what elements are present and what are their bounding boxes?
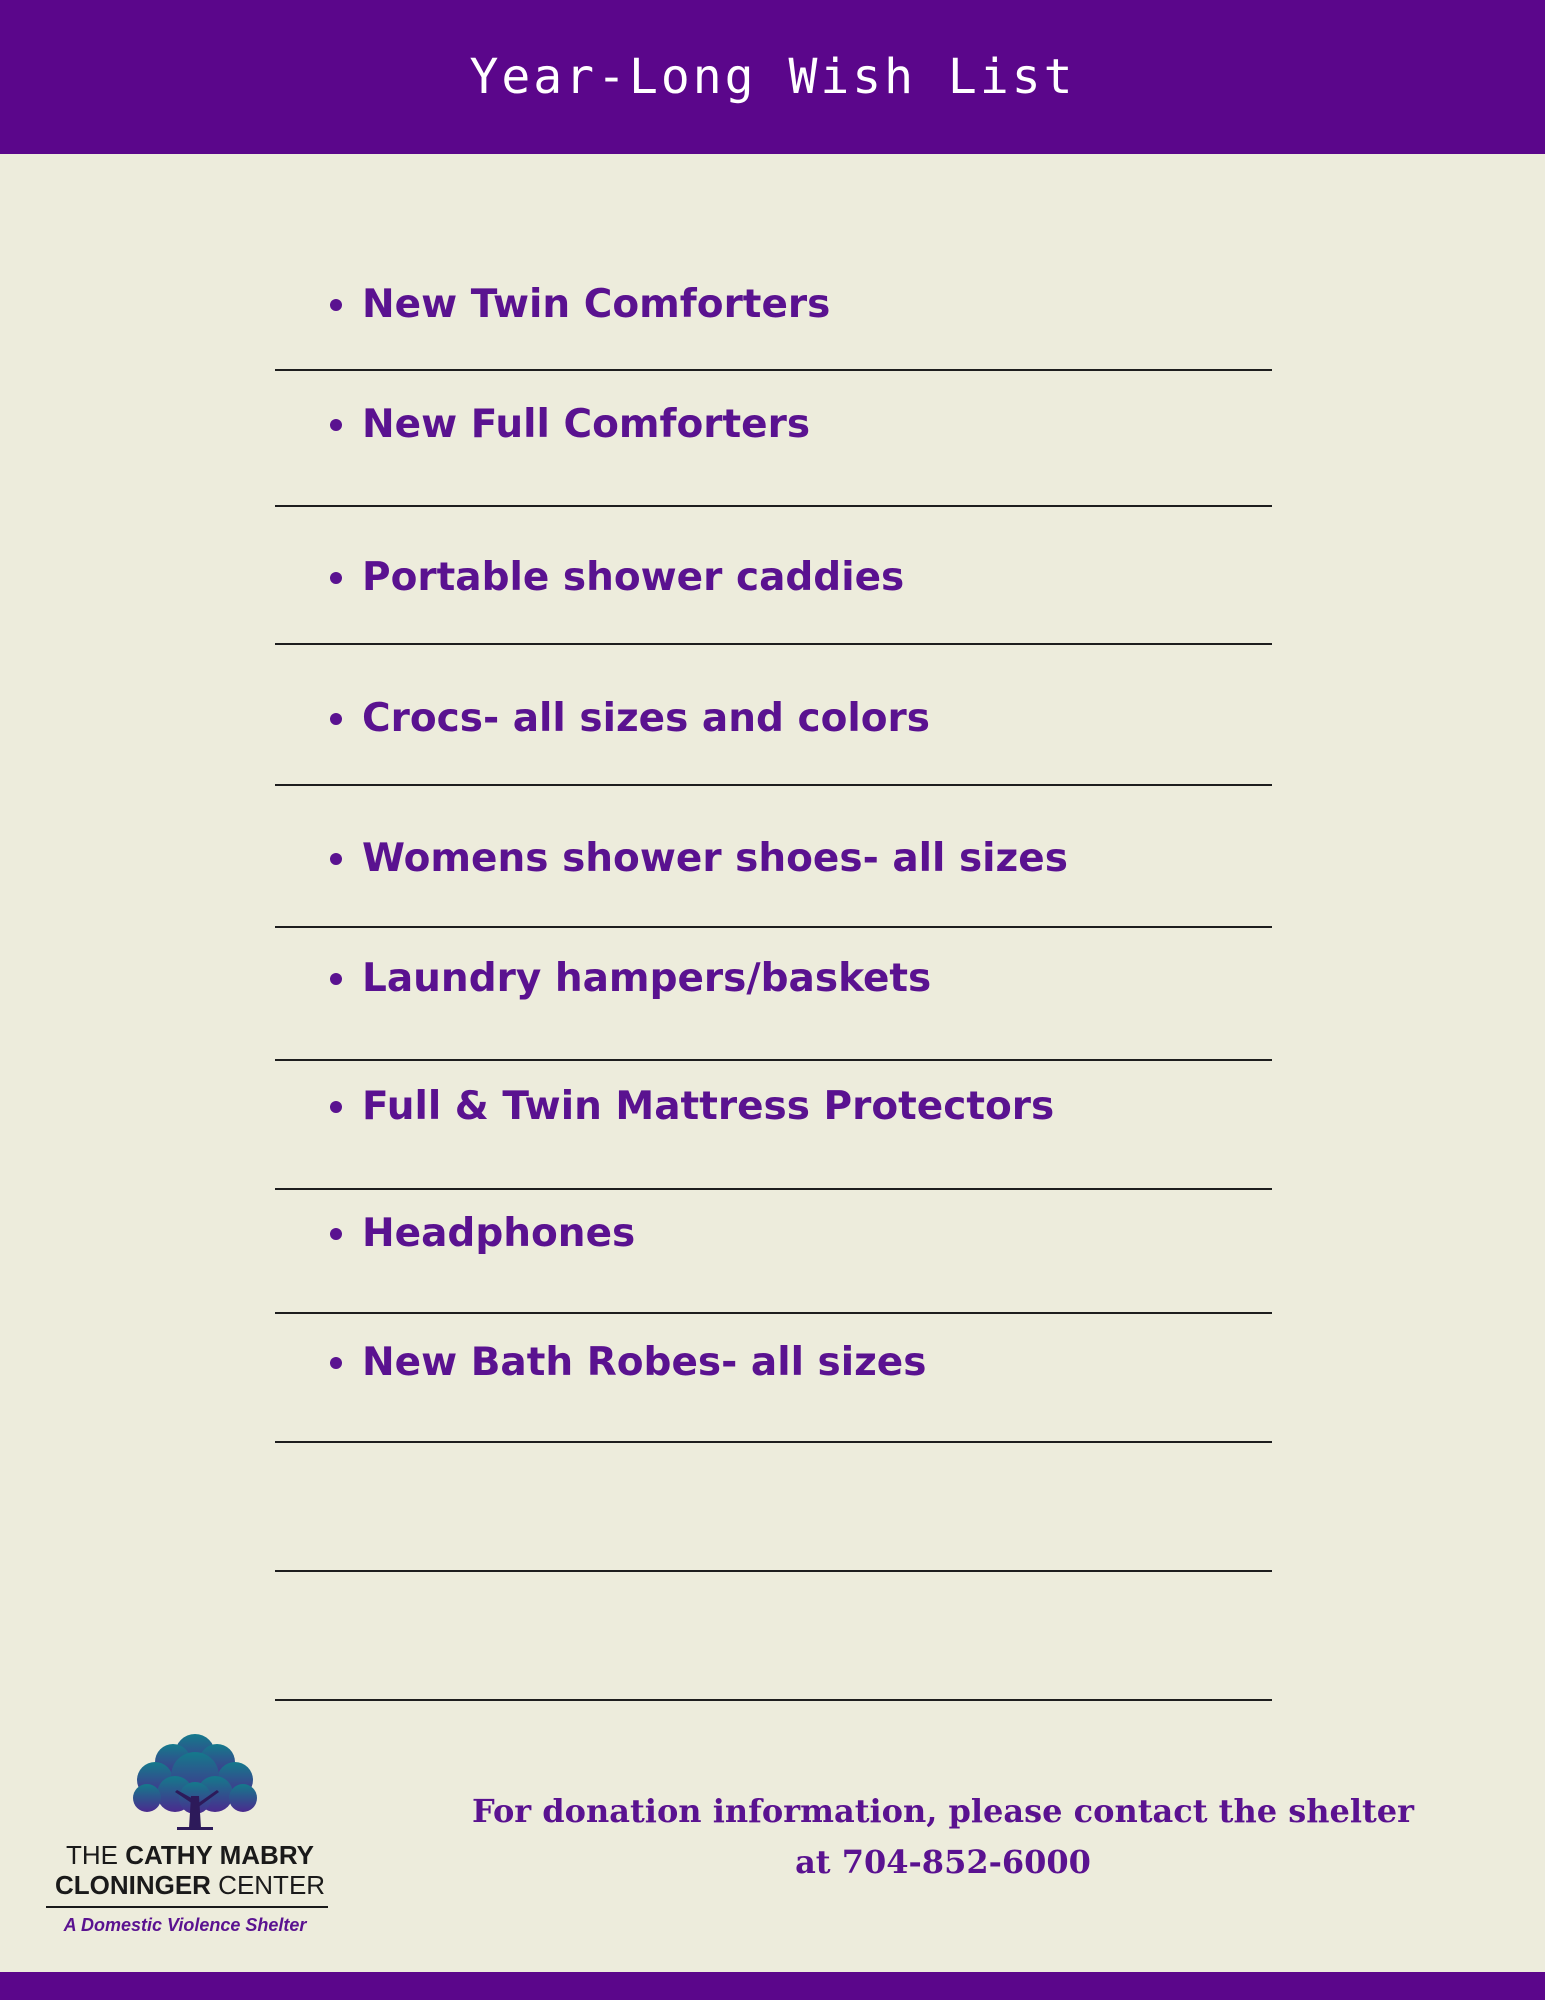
list-item-label: Crocs- all sizes and colors xyxy=(362,696,930,741)
divider xyxy=(275,1699,1272,1701)
logo-divider xyxy=(46,1906,328,1908)
footer-bar xyxy=(0,1972,1545,2000)
logo-text-the: THE xyxy=(66,1840,126,1870)
divider xyxy=(275,1059,1272,1061)
tree-icon xyxy=(125,1732,265,1836)
logo-text-center: CENTER xyxy=(210,1870,326,1900)
list-item-label: Full & Twin Mattress Protectors xyxy=(362,1084,1055,1129)
bullet-icon xyxy=(330,1101,342,1113)
bullet-icon xyxy=(330,299,342,311)
list-item xyxy=(362,1211,636,1256)
list-item xyxy=(362,555,905,600)
bullet-icon xyxy=(330,1357,342,1369)
bullet-icon xyxy=(330,1228,342,1240)
list-item xyxy=(362,1340,927,1385)
logo-text-name: CATHY MABRY xyxy=(125,1840,314,1870)
list-item-label: New Bath Robes- all sizes xyxy=(362,1340,927,1385)
list-item xyxy=(362,696,930,741)
divider xyxy=(275,1188,1272,1190)
page-title: Year-Long Wish List xyxy=(469,49,1076,105)
divider xyxy=(275,643,1272,645)
list-item-label: Portable shower caddies xyxy=(362,555,905,600)
list-item-label: Womens shower shoes- all sizes xyxy=(362,836,1068,881)
bullet-icon xyxy=(330,973,342,985)
contact-line-1: For donation information, please contact the shelter xyxy=(471,1792,1415,1830)
divider xyxy=(275,1441,1272,1443)
divider xyxy=(275,505,1272,507)
logo-tagline: A Domestic Violence Shelter xyxy=(63,1915,307,1935)
list-item-label: Headphones xyxy=(362,1211,636,1256)
list-item xyxy=(362,836,1068,881)
list-item-label: Laundry hampers/baskets xyxy=(362,956,932,1001)
divider xyxy=(275,1570,1272,1572)
divider xyxy=(275,926,1272,928)
list-item-label: New Full Comforters xyxy=(362,402,811,447)
list-item xyxy=(362,402,811,447)
bullet-icon xyxy=(330,572,342,584)
contact-line-2: at 704-852-6000 xyxy=(795,1843,1091,1881)
organization-logo xyxy=(40,1732,340,1942)
bullet-icon xyxy=(330,419,342,431)
contact-info xyxy=(470,1786,1416,1888)
list-item xyxy=(362,1084,1055,1129)
list-item xyxy=(362,956,932,1001)
bullet-icon xyxy=(330,713,342,725)
list-item-label: New Twin Comforters xyxy=(362,282,831,327)
bullet-icon xyxy=(330,853,342,865)
logo-text-surname: CLONINGER xyxy=(54,1870,211,1900)
divider xyxy=(275,1312,1272,1314)
list-item xyxy=(362,282,831,327)
divider xyxy=(275,369,1272,371)
divider xyxy=(275,784,1272,786)
